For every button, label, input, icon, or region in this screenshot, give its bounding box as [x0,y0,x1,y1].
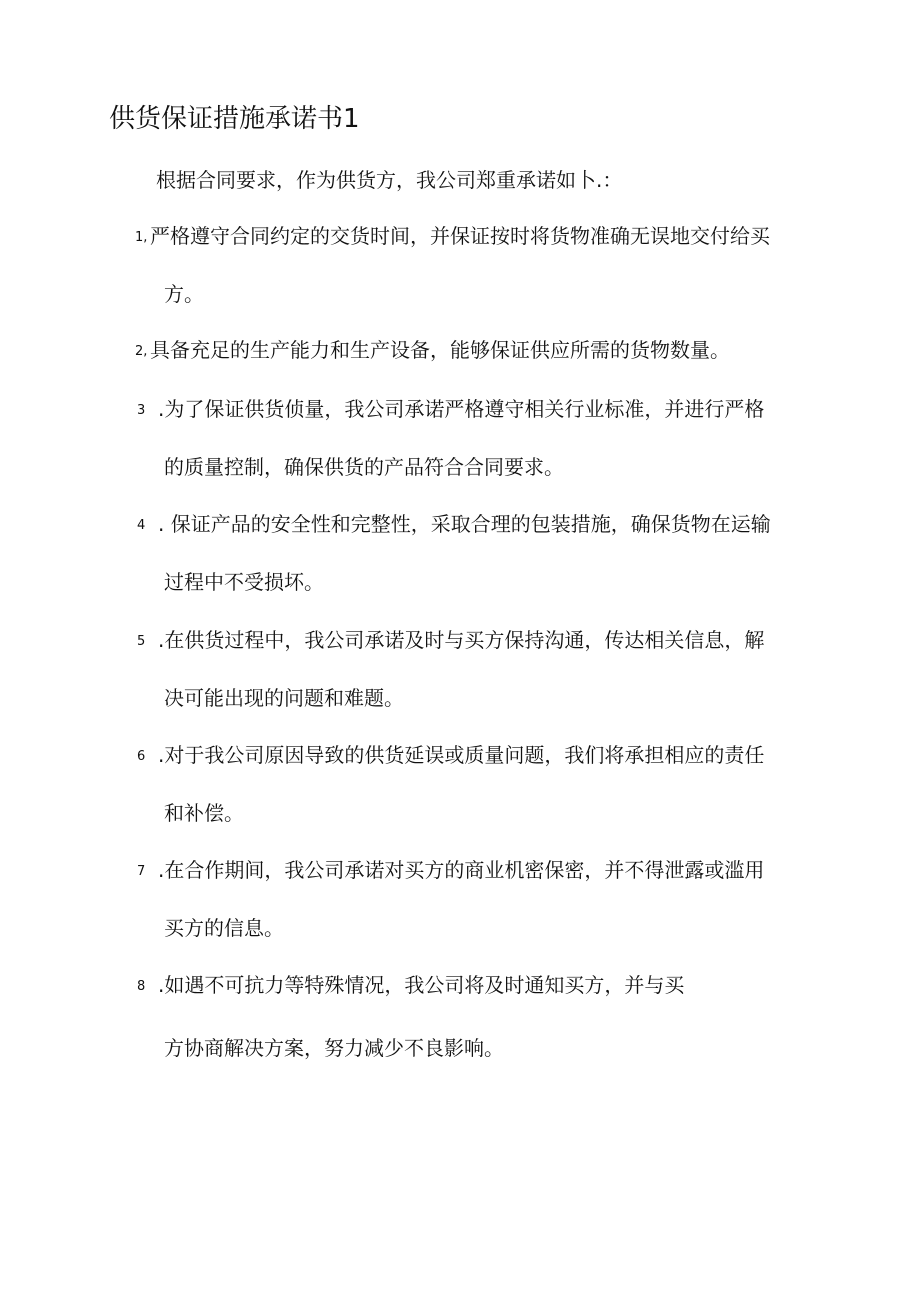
item-text-line1: .如遇不可抗力等特殊情况，我公司将及时通知买方，并与买 [158,973,685,997]
item-number: 5 [137,634,146,649]
item-text-line1: . 保证产品的安全性和完整性，采取合理的包装措施，确保货物在运输 [158,512,771,536]
item-text-line2: 方。 [164,282,204,306]
item-text-line1: .在供货过程中，我公司承诺及时与买方保持沟通，传达相关信息，解 [158,628,765,652]
item-text-line2: 过程中不受损坏。 [164,570,324,594]
item-number: 2, [135,344,148,359]
item-text-line2: 的质量控制，确保供货的产品符合合同要求。 [164,455,564,479]
item-number: 7 [137,864,146,879]
item-number: 1, [135,230,148,245]
item-text-line2: 买方的信息。 [164,916,284,940]
item-number: 8 [137,979,146,994]
document-title: 供货保证措施承诺书1 [109,104,360,134]
item-text-line1: .在合作期间，我公司承诺对买方的商业机密保密，并不得泄露或滥用 [158,858,765,882]
item-text-line1: .对于我公司原因导致的供货延误或质量问题，我们将承担相应的责任 [158,743,765,767]
item-text-line2: 和补偿。 [164,801,244,825]
item-number: 3 [137,403,146,418]
item-text-line2: 决可能出现的问题和难题。 [164,686,404,710]
item-text-line1: 严格遵守合同约定的交货时间，并保证按时将货物准确无误地交付给买 [150,224,770,248]
item-number: 6 [137,749,146,764]
intro-paragraph: 根据合同要求，作为供货方，我公司郑重承诺如卜.： [156,168,623,192]
item-text-line1: 具备充足的生产能力和生产设备，能够保证供应所需的货物数量。 [150,338,730,362]
item-number: 4 [137,518,146,533]
item-text-line1: .为了保证供货侦量，我公司承诺严格遵守相关行业标准，并进行严格 [158,397,765,421]
item-text-line2: 方协商解决方案，努力减少不良影响。 [164,1036,504,1060]
